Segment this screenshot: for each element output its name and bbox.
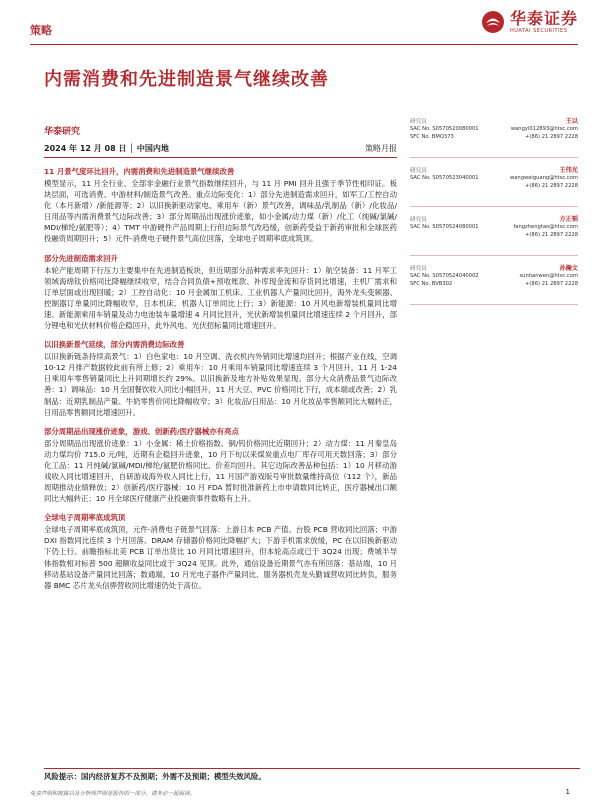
logo-text-en: HUATAI SECURITIES [509, 28, 568, 34]
report-category-tag: 策略 [30, 24, 52, 37]
analyst-sidebar [410, 116, 578, 312]
report-type: 策略月报 [365, 144, 397, 153]
section-4 [44, 426, 397, 505]
section-body: 模型显示，11 月全行业、全部非金融行业景气指数继续回升，与 11 月 PMI 回升且强于季节性相印证。板块层面，可选消费、中游材料/制造景气改善。重点边际变化：1）部分先进制造需求回升，如军工/工控自动化（本月新增）/新能源等；2）以旧换新驱动家电、乘用车（新）景气改善，调味品/乳制品（新）/化妆品/日用品等内需消费景气边际改善；3）部分周期品出现涨价迹象，如小金属/动力煤（新）/化工（纯碱/氯碱/MDI/梯纶/氨肥等）；4）TMT 中游硬件产品周期上行但边际景气改趋缓，创新药受益于新药审批和全球医药投融资周期回升；5）元件-消费电子硬件景气高位回落，全球电子周期率底成筑顶。 [44, 179, 397, 244]
analyst-email[interactable]: wangyi012893@htsc.com [510, 126, 578, 132]
page-number: 1 [565, 788, 570, 796]
section-body: 部分周期品出现涨价迹象：1）小金属：稀土价格指数、铜/钨价格同比近期回升；2）动力煤：11 月秦皇岛动力煤均价 715.0 元/吨，近期有企稳回升迹象，10 月下旬以来煤炭重点电厂库存可用天数回落；3）部分化工品：11 月纯碱/氯碱/MDI/梯纶/氨肥价格同比、价差均回升。其它边际改善品种包括：1）10 月移动游戏收入同比增速回升，自研游戏海外收入同比上行，11 月国产游戏版号审批数量维持高位（112 个），新品周期推动业绩释放；2）创新药/医疗器械：10 月 FDA 暂时批准新药上市申请数同比转正，医疗器械出口额同比大幅转正；10 月全球医疗健康产业投融资事件数略有上升。 [44, 438, 397, 504]
analyst-card [410, 116, 578, 158]
analyst-name: 王伟光 [559, 167, 578, 174]
analyst-name: 王以 [565, 118, 578, 125]
analyst-sac: SAC No. S0570524040002 [410, 273, 479, 279]
main-column [44, 124, 397, 591]
section-heading: 11 月景气度环比回升，内需消费和先进制造景气继续改善 [44, 167, 235, 176]
date-line [44, 143, 397, 158]
research-org: 华泰研究 [44, 127, 81, 137]
analyst-name: 孙瀚文 [559, 265, 578, 272]
analyst-role: 研究员 [410, 217, 427, 223]
section-1 [44, 166, 397, 245]
analyst-email[interactable]: sunhanwen@htsc.com [519, 273, 578, 279]
analyst-phone: +(86) 21 2897 2228 [525, 280, 578, 287]
analyst-role: 研究员 [410, 266, 427, 272]
disclaimer-note: 免责声明和披露以及分析师声明是报告的一部分，请务必一起阅读。 [30, 791, 196, 797]
analyst-card [410, 214, 578, 256]
analyst-role: 研究员 [410, 168, 427, 174]
analyst-phone: +(86) 21 2897 2228 [525, 133, 578, 140]
analyst-role: 研究员 [410, 119, 427, 125]
analyst-sfc: SFC No. BVB302 [410, 280, 453, 287]
analyst-card [410, 263, 578, 305]
analyst-sac: SAC No. S0570520080001 [410, 126, 479, 132]
analyst-phone: +(86) 21 2897 2228 [525, 182, 578, 189]
section-heading: 部分先进制造需求回升 [44, 253, 118, 263]
analyst-name: 方正韬 [559, 216, 578, 223]
section-heading: 部分周期品出现涨价迹象，游戏、创新药/医疗器械亦有亮点 [44, 426, 239, 436]
risk-divider [44, 768, 580, 769]
huatai-logo-icon [481, 10, 505, 34]
section-5 [44, 512, 397, 591]
analyst-sac: SAC No. S0570524080001 [410, 224, 479, 230]
report-date: 2024 年 12 月 08 日 │ 中国内地 [44, 144, 169, 153]
analyst-email[interactable]: wangweiguang@htsc.com [509, 175, 578, 181]
section-body: 以旧换新链条持续高景气：1）白色家电：10 月空调、洗衣机内外销同比增速均回升；根据产业在线，空调 10-12 月排产数据较此前有所上修；2）乘用车：10 月乘用车销量同比增速连续 3 个月回升，11 月 1-24 日乘用车零售销量同比上升同期增长约 29%。以旧换新及地方补贴效果显现。部分大众消费品景气边际改善：1）调味品：10 月全国餐饮收入同比小幅回升，11 月大豆、PVC 价格同比下行，成本端或改善；2）乳制品：近期乳制品产量、牛奶零售价同比降幅收窄；3）化妆品/日用品：10 月化妆品零售额同比大幅转正，日用品零售额同比增速回升。 [44, 352, 397, 417]
section-body: 本轮产能周期下行压力主要集中在先进制造板块，但近期部分品种需求率先回升：1）航空装备：11 月军工领域海绵钛价格同比降幅继续收窄，结合合同负债+预收账款、补库现金流和存货同比增速，主机厂需求和订单层面或出现回暖；2）工控自动化：10 月金属加工机床、工业机器人产量同比回升，海外龙头变频器、控制器订单量同比降幅收窄，日本机床、机器人订单同比上行；3）新能源：10 月风电新增装机量同比增速、新能源乘用车销量及动力电池装车量增速 4 月同比回升，光伏新增装机量同比增速连续 2 个月回升，部分锂电和光伏材料价格企稳回升，此外风电、光伏招标量同比增速回升。 [44, 265, 397, 331]
section-body: 全球电子周期率底成筑顶，元件-消费电子链景气回落：上游日本 PCB 产值、台股 PCB 营收同比回落；中游 DXI 指数同比连续 3 个月回落、DRAM 存储器价格同比降幅扩大；下游手机需求放缓，PC 在以旧换新驱动下仍上行。前瞻指标北美 PCB 订单出货比 10 月同比增速回升，但本轮高点或已于 3Q24 出现；费城半导体指数相对标普 500 超额收益同比或于 3Q24 见顶。此外，通信设备近期景气亦有所回落：基站端，10 月移动基站设备产量同比回落；数通端，10 月光电子器件产量同比、服务器机壳龙头勤诚营收同比转负，服务器 BMC 芯片龙头信骅营收同比增速仍处于高位。 [44, 525, 397, 590]
risk-warning: 风险提示：国内经济复苏不及预期；外需不及预期；模型失效风险。 [44, 772, 266, 781]
analyst-sfc: SFC No. BMQ373 [410, 133, 454, 140]
brand-logo [481, 10, 578, 34]
logo-text-cn: 华泰证券 [509, 9, 578, 28]
section-3 [44, 339, 397, 418]
section-heading: 以旧换新景气延续，部分内需消费边际改善 [44, 340, 185, 350]
analyst-email[interactable]: fangzhengtao@htsc.com [513, 224, 578, 230]
analyst-phone: +(86) 21 2897 2228 [525, 231, 578, 238]
header-divider [30, 44, 578, 45]
analyst-card [410, 165, 578, 207]
section-2 [44, 253, 397, 332]
analyst-sac: SAC No. S0570523040001 [410, 175, 479, 181]
section-heading: 全球电子周期率底成筑顶 [44, 513, 126, 523]
report-title: 内需消费和先进制造景气继续改善 [44, 69, 329, 90]
